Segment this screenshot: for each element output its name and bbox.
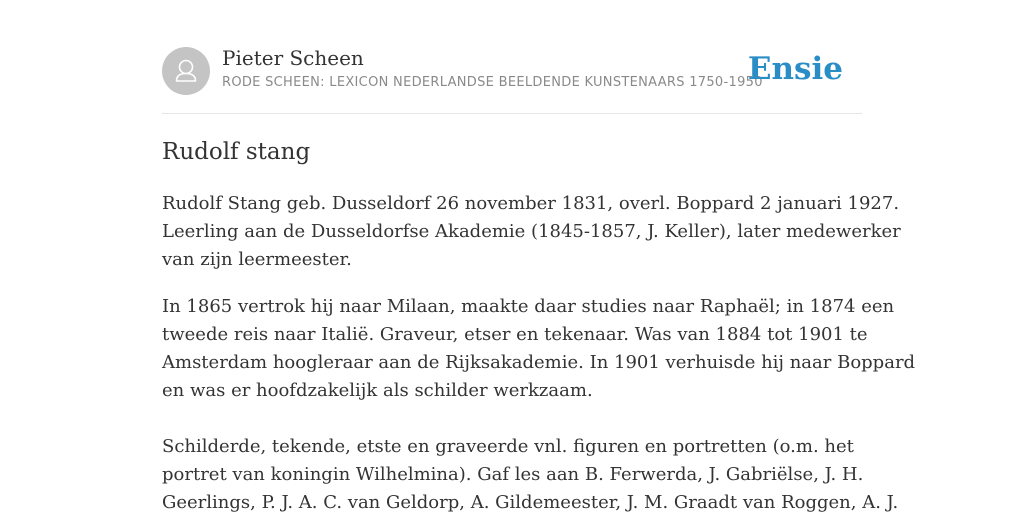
source-name[interactable]: RODE SCHEEN: LEXICON NEDERLANDSE BEELDENDE KUNSTENAARS 1750-1950 [222, 75, 763, 90]
paragraph-line: Rudolf Stang geb. Dusseldorf 26 november 1831, overl. Boppard 2 januari 1927. [162, 193, 900, 214]
article-paragraph [162, 190, 901, 274]
paragraph-line: In 1865 vertrok hij naar Milaan, maakte daar studies naar Raphaël; in 1874 een [162, 296, 895, 317]
article-header [162, 0, 862, 114]
article-paragraph [162, 433, 899, 512]
paragraph-line: Leerling aan de Dusseldorfse Akademie (1845-1857, J. Keller), later medewerker [162, 221, 901, 242]
paragraph-line: Geerlings, P. J. A. C. van Geldorp, A. Gildemeester, J. M. Graadt van Roggen, A. J. [162, 492, 899, 512]
article-title: Rudolf stang [162, 139, 311, 165]
author-name[interactable]: Pieter Scheen [222, 46, 364, 70]
user-icon [162, 47, 210, 95]
brand-logo[interactable]: Ensie [747, 51, 843, 87]
paragraph-line: portret van koningin Wilhelmina). Gaf les aan B. Ferwerda, J. Gabriëlse, J. H. [162, 464, 864, 485]
paragraph-line: en was er hoofdzakelijk als schilder werkzaam. [162, 380, 593, 401]
author-avatar[interactable] [162, 47, 210, 95]
article-paragraph [162, 293, 916, 405]
paragraph-line: tweede reis naar Italië. Graveur, etser en tekenaar. Was van 1884 tot 1901 te [162, 324, 868, 345]
paragraph-line: Schilderde, tekende, etste en graveerde vnl. figuren en portretten (o.m. het [162, 436, 854, 457]
paragraph-line: van zijn leermeester. [162, 249, 352, 270]
paragraph-line: Amsterdam hoogleraar aan de Rijksakademie. In 1901 verhuisde hij naar Boppard [162, 352, 916, 373]
